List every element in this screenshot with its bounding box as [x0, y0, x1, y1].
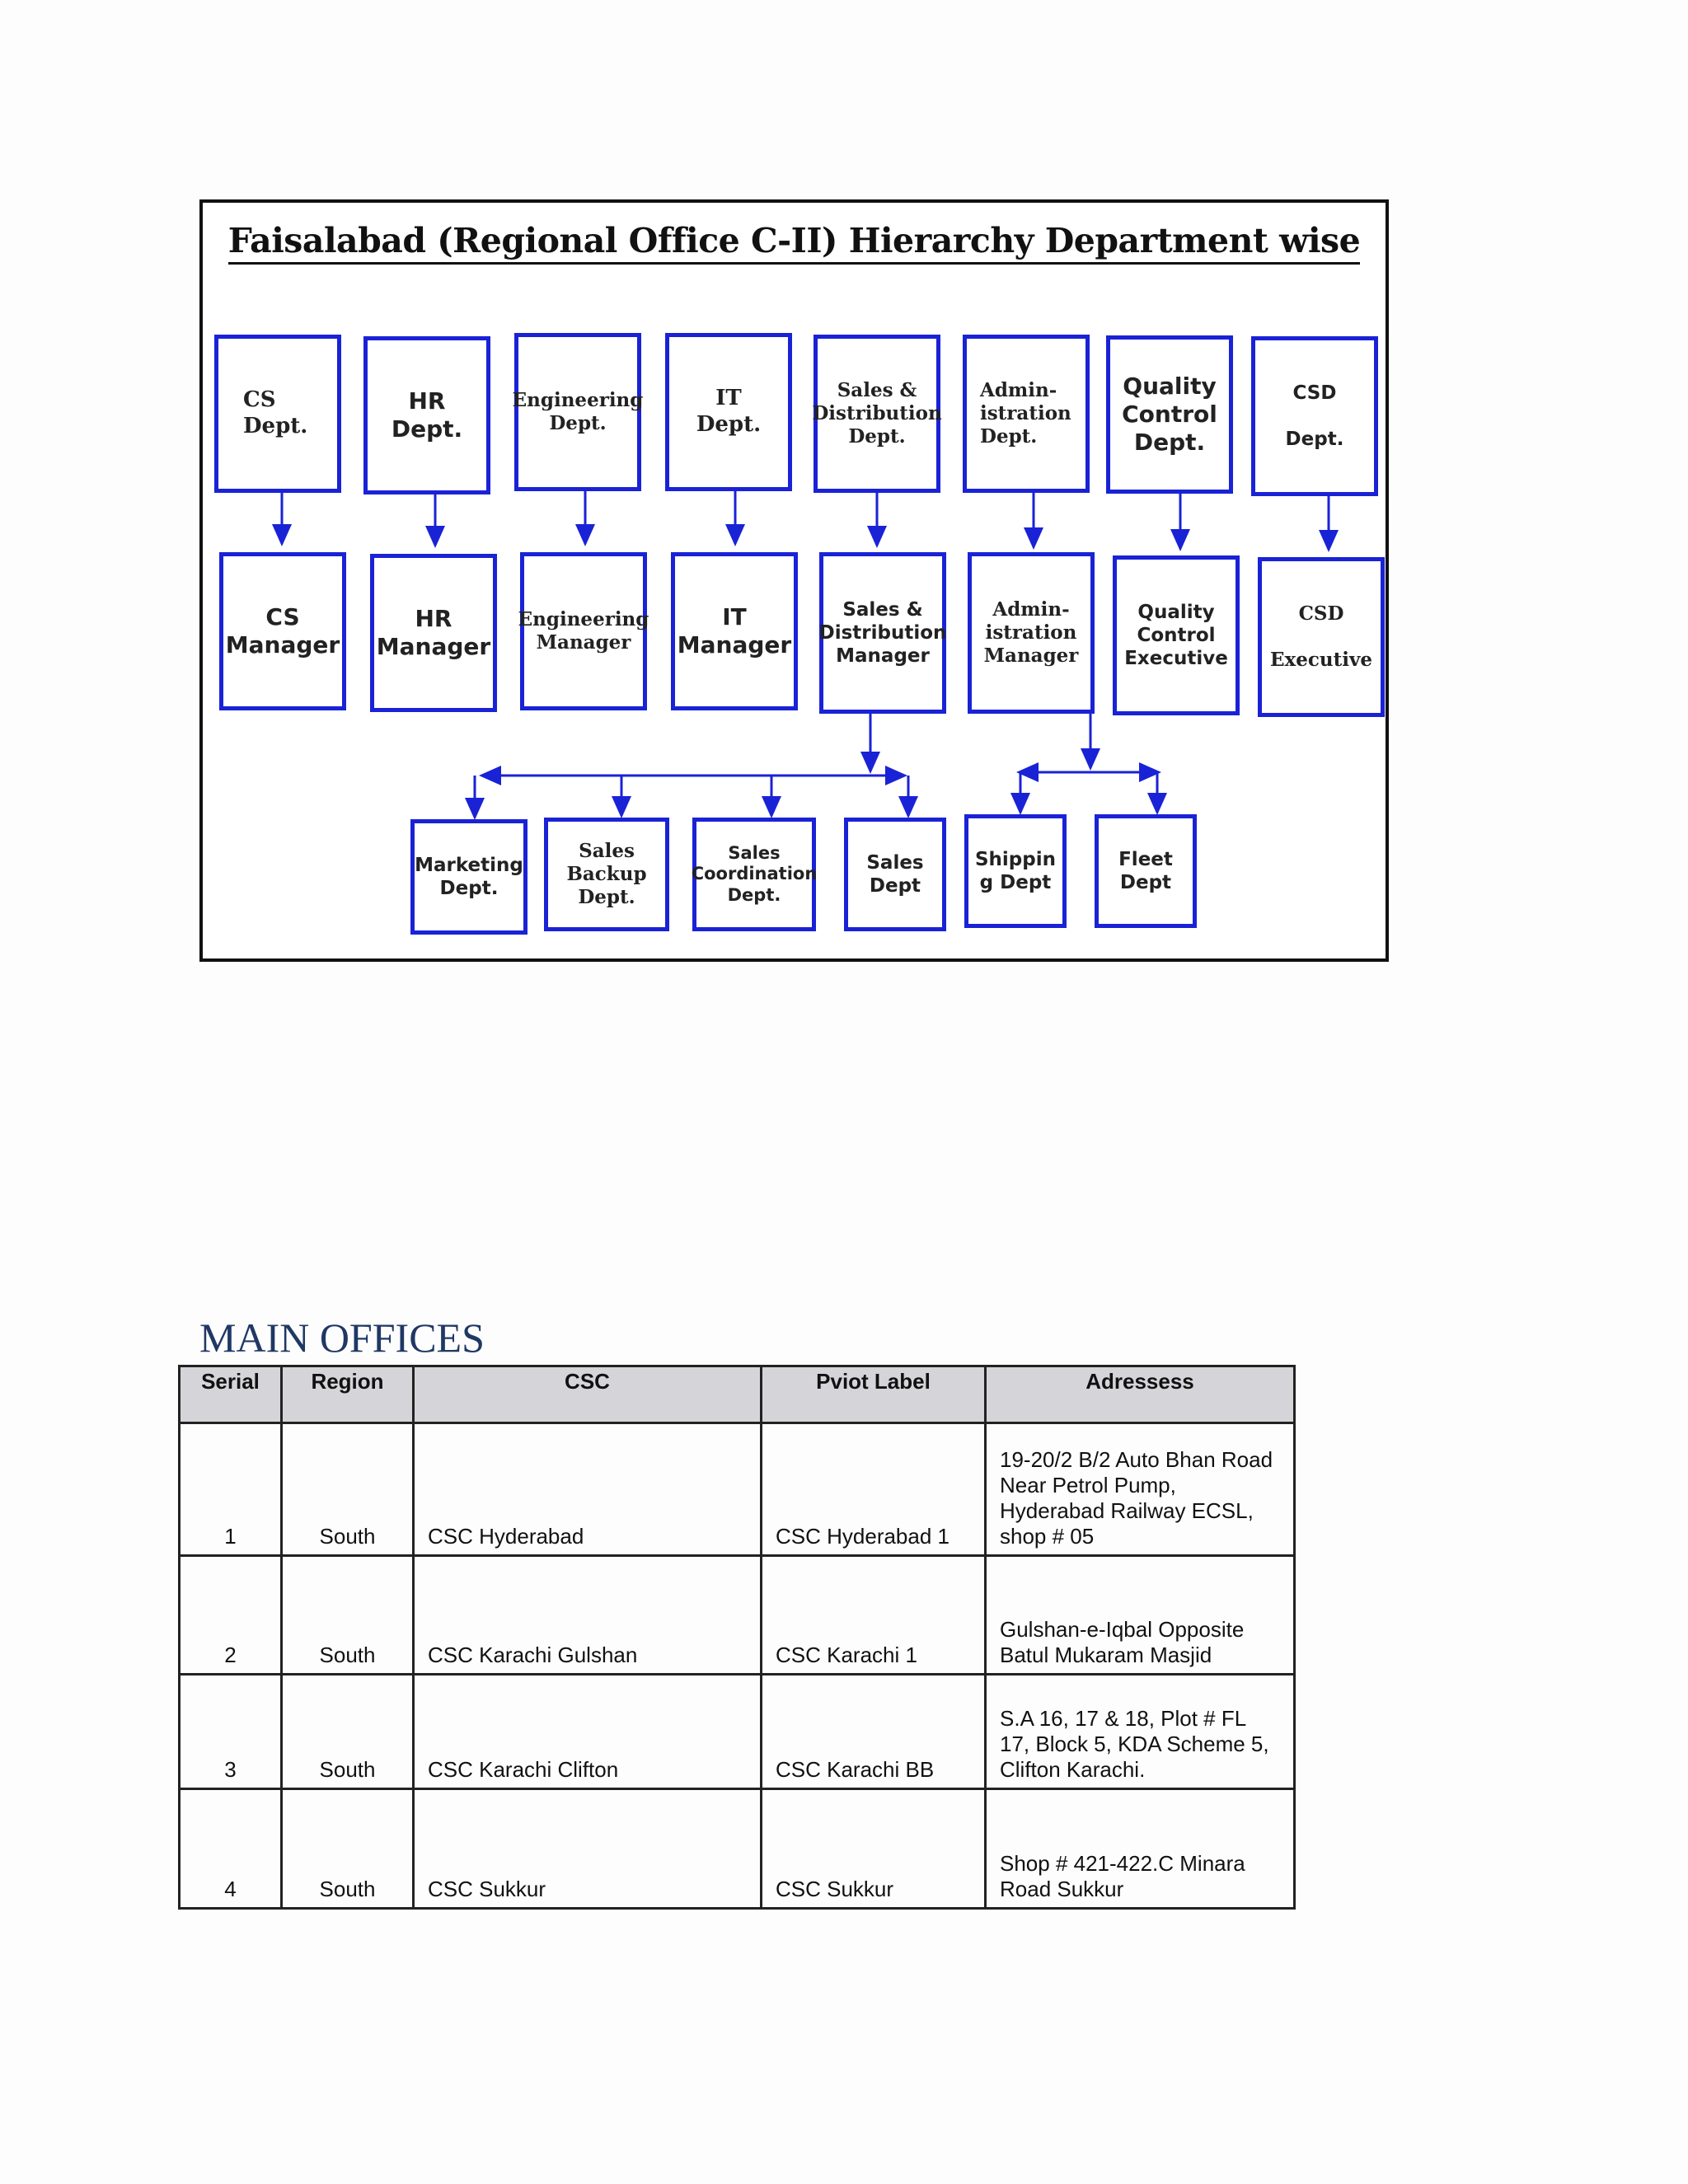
- org-chart-figure: [199, 199, 1389, 962]
- cell-serial: 3: [180, 1675, 282, 1789]
- cell-pivot-label: CSC Karachi BB: [762, 1675, 986, 1789]
- sub-dept-box-sales-coordination: Sales Coordination Dept.: [692, 818, 816, 931]
- cell-address: S.A 16, 17 & 18, Plot # FL 17, Block 5, KDA Scheme 5, Clifton Karachi.: [986, 1675, 1295, 1789]
- cell-csc: CSC Karachi Gulshan: [414, 1556, 762, 1675]
- table-row: [180, 1423, 1295, 1556]
- table-header-row: [180, 1366, 1295, 1423]
- sub-dept-box-marketing: Marketing Dept.: [410, 819, 528, 935]
- sub-dept-box-sales-backup: Sales Backup Dept.: [544, 818, 669, 931]
- sub-dept-box-sales: Sales Dept: [844, 818, 946, 931]
- table-row: [180, 1556, 1295, 1675]
- main-offices-table: [178, 1365, 1296, 1910]
- cell-pivot-label: CSC Karachi 1: [762, 1556, 986, 1675]
- dept-box-cs: CS Dept.: [214, 335, 341, 493]
- dept-box-administration: Admin- istration Dept.: [963, 335, 1090, 493]
- manager-box-csd: CSD Executive: [1258, 557, 1385, 717]
- cell-pivot-label: CSC Hyderabad 1: [762, 1423, 986, 1556]
- cell-serial: 4: [180, 1789, 282, 1909]
- cell-csc: CSC Hyderabad: [414, 1423, 762, 1556]
- cell-csc: CSC Sukkur: [414, 1789, 762, 1909]
- table-row: [180, 1675, 1295, 1789]
- sub-dept-box-fleet: Fleet Dept: [1095, 814, 1197, 928]
- manager-box-it: IT Manager: [671, 552, 798, 710]
- cell-address: 19-20/2 B/2 Auto Bhan Road Near Petrol Pump, Hyderabad Railway ECSL, shop # 05: [986, 1423, 1295, 1556]
- cell-csc: CSC Karachi Clifton: [414, 1675, 762, 1789]
- cell-address: Shop # 421-422.C Minara Road Sukkur: [986, 1789, 1295, 1909]
- column-header-csc: CSC: [414, 1366, 762, 1423]
- cell-region: South: [282, 1675, 414, 1789]
- column-header-region: Region: [282, 1366, 414, 1423]
- cell-region: South: [282, 1423, 414, 1556]
- dept-box-hr: HR Dept.: [363, 336, 490, 494]
- cell-serial: 2: [180, 1556, 282, 1675]
- dept-box-quality-control: Quality Control Dept.: [1106, 335, 1233, 494]
- table-row: [180, 1789, 1295, 1909]
- manager-box-quality-control: Quality Control Executive: [1113, 555, 1240, 715]
- sub-dept-box-shipping: Shippin g Dept: [964, 814, 1067, 928]
- main-offices-heading: MAIN OFFICES: [199, 1315, 485, 1361]
- dept-box-csd: CSD Dept.: [1251, 336, 1378, 496]
- cell-address: Gulshan-e-Iqbal Opposite Batul Mukaram Masjid: [986, 1556, 1295, 1675]
- org-chart-title: Faisalabad (Regional Office C-II) Hierarchy Department wise: [203, 221, 1386, 260]
- dept-box-engineering: Engineering Dept.: [514, 333, 641, 491]
- cell-serial: 1: [180, 1423, 282, 1556]
- column-header-addresses: Adressess: [986, 1366, 1295, 1423]
- cell-pivot-label: CSC Sukkur: [762, 1789, 986, 1909]
- column-header-pivot-label: Pviot Label: [762, 1366, 986, 1423]
- column-header-serial: Serial: [180, 1366, 282, 1423]
- manager-box-engineering: Engineering Manager: [520, 552, 647, 710]
- dept-box-it: IT Dept.: [665, 333, 792, 491]
- manager-box-cs: CS Manager: [219, 552, 346, 710]
- manager-box-sales-distribution: Sales & Distribution Manager: [819, 552, 946, 714]
- cell-region: South: [282, 1789, 414, 1909]
- manager-box-administration: Admin- istration Manager: [968, 552, 1095, 714]
- dept-box-sales-distribution: Sales & Distribution Dept.: [814, 335, 940, 493]
- cell-region: South: [282, 1556, 414, 1675]
- manager-box-hr: HR Manager: [370, 554, 497, 712]
